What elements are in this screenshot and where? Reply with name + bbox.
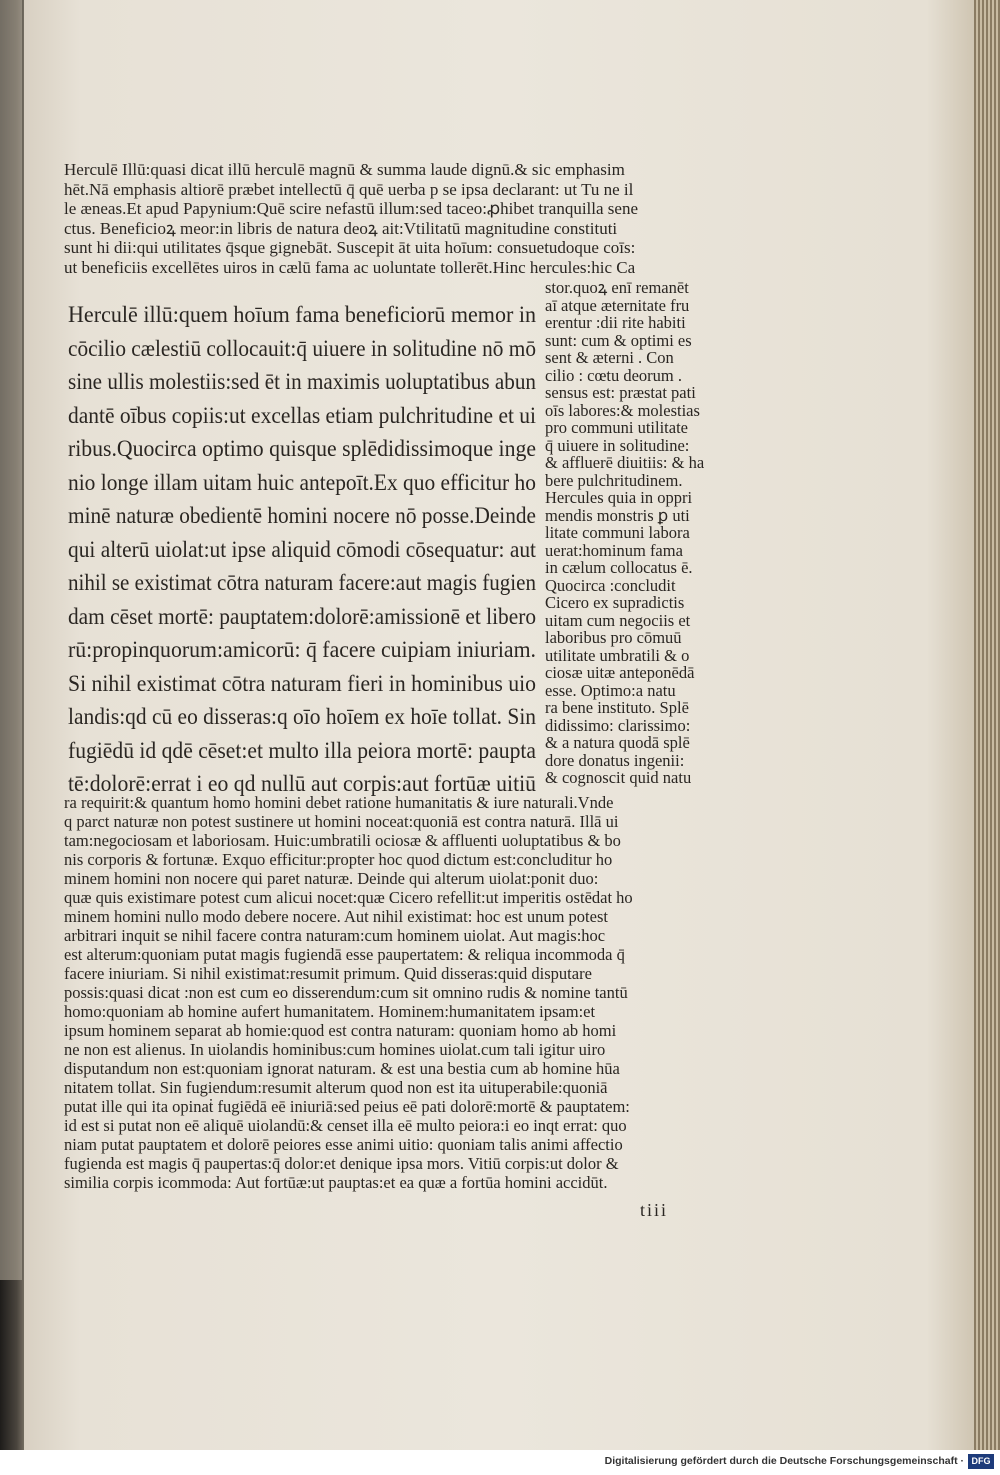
text-line-content: sent & æterni . Con	[545, 348, 674, 367]
text-line	[545, 437, 737, 455]
text-line-content: Hercules quia in oppri	[545, 488, 693, 507]
text-line	[68, 332, 536, 366]
text-line	[64, 238, 734, 258]
text-line	[68, 399, 536, 433]
text-line	[64, 1097, 734, 1116]
text-line-content: minem homini nullo modo debere nocere. Aut nihil existimat: hoc est unum potest	[64, 907, 608, 926]
text-line-content: bere pulchritudinem.	[545, 470, 683, 490]
text-line-content: dore donatus ingenii:	[545, 750, 685, 770]
text-line	[545, 577, 737, 595]
text-line	[68, 600, 536, 634]
text-line	[64, 1173, 734, 1192]
text-line-content: cilio : cœtu deorum .	[545, 365, 683, 385]
text-line	[545, 734, 737, 752]
text-line	[64, 812, 734, 831]
text-line	[64, 1154, 734, 1173]
text-line	[68, 298, 536, 332]
text-line-content: quæ quis existimare potest cum alicui nocet:quæ Cicero refellit:ut imperitis ostēdat ho	[64, 888, 633, 907]
text-line	[64, 1135, 734, 1154]
text-line-content: sunt hi dii:qui utilitates q̄sque gignebāt. Suscepit āt uita hoīum: consuetudoque coīs:	[64, 238, 636, 258]
text-line-content: possis:quasi dicat :non est cum eo disserendum:cum sit omnino rudis & nomine tantū	[64, 983, 628, 1002]
text-line-content: ipsum hominem separat ab homie:quod est contra naturam: quoniam homo ab homi	[64, 1021, 617, 1040]
text-line	[64, 1116, 734, 1135]
text-line	[545, 472, 737, 490]
text-line	[64, 219, 734, 239]
text-line	[545, 402, 737, 420]
text-line	[68, 533, 536, 567]
text-line-content: stor.quoꝝ enī remanēt	[545, 278, 689, 297]
text-line	[64, 1021, 734, 1040]
text-line-content: landis:qd cū eo disseras:q oīo hoīem ex hoīe tollat. Sin	[68, 704, 537, 729]
text-line-content: & affluerē diuitiis: & ha	[545, 453, 705, 472]
text-line-content: Quocirca :concludit	[545, 575, 676, 595]
commentary-bottom	[64, 793, 734, 1192]
text-line-content: ut beneficiis excellētes uiros in cælū fama ac uoluntate tollerēt.Hinc hercules:hic Ca	[64, 257, 636, 277]
text-line	[545, 419, 737, 437]
text-line	[545, 612, 737, 630]
text-line	[64, 888, 734, 907]
text-line	[545, 384, 737, 402]
text-line-content: fugiēdū id qdē cēset:et multo illa peiora mortē: paupta	[68, 737, 536, 763]
text-line	[64, 945, 734, 964]
text-line	[68, 365, 536, 399]
text-line	[545, 699, 737, 717]
text-line	[545, 279, 737, 297]
text-line-content: similia corpis icommoda: Aut fortūæ:ut pauptas:et ea quæ a fortūa homini accidūt.	[64, 1173, 608, 1192]
text-line	[545, 332, 737, 350]
text-line-content: & a natura quodā splē	[545, 733, 690, 752]
text-line	[64, 850, 734, 869]
text-line-content: nitatem tollat. Sin fugiendum:resumit alterum quod non est ita uituperabile:quoniā	[64, 1078, 608, 1097]
text-line-content: pro communi utilitate	[545, 418, 688, 437]
text-line-content: didissimo: clarissimo:	[545, 715, 691, 735]
text-line-content: disputandum non est:quoniam ignorat naturam. & est una bestia cum ab homine hūa	[64, 1059, 620, 1078]
text-line-content: ctus. Beneficioꝝ meor:in libris de natura deoꝝ ait:Vtilitatū magnitudine constituti	[64, 218, 618, 238]
text-line-content: tam:negociosam et laboriosam. Huic:umbratili ociosæ & affluenti uoluptatibus & bo	[64, 831, 621, 850]
text-line	[545, 489, 737, 507]
page-edges	[974, 0, 1000, 1450]
text-line-content: rū:propinquorum:amicorū: q̄ facere cuipiam iniuriam.	[68, 637, 536, 662]
text-line	[545, 454, 737, 472]
text-line	[64, 869, 734, 888]
text-line-content: ra bene instituto. Splē	[545, 698, 689, 717]
text-line	[545, 542, 737, 560]
text-line	[545, 717, 737, 735]
text-line	[545, 769, 737, 787]
text-line-content: sunt: cum & optimi es	[545, 330, 692, 350]
text-line	[68, 499, 536, 533]
text-line-content: Herculē Illū:quasi dicat illū herculē magnū & summa laude dignū.& sic emphasim	[64, 160, 625, 179]
text-line	[545, 629, 737, 647]
text-line	[545, 297, 737, 315]
text-line-content: fugienda est magis q̄ paupertas:q̄ dolor:et denique ipsa mors. Vitiū corpis:ut dolor &	[64, 1154, 619, 1173]
text-line	[68, 466, 536, 500]
text-line-content: ra requirit:& quantum homo homini debet ratione humanitatis & iure naturali.Vnde	[64, 793, 614, 812]
text-line-content: est alterum:quoniam putat magis fugiendā esse paupertatem: & reliqua incommoda q̄	[64, 945, 625, 964]
text-line-content: qui alterū uiolat:ut ipse aliquid cōmodi cōsequatur: aut	[68, 536, 537, 562]
text-line-content: tē:dolorē:errat i eo qd nullū aut corpis:aut fortūæ uitiū	[68, 771, 537, 796]
text-line	[545, 682, 737, 700]
text-line	[64, 1040, 734, 1059]
text-line-content: minē naturæ obedientē homini nocere nō posse.Deinde	[68, 503, 536, 528]
text-line-content: dam cēset mortē: pauptatem:dolorē:amissionē et libero	[68, 603, 537, 629]
text-line-content: litate communi labora	[545, 523, 690, 542]
text-line	[545, 647, 737, 665]
text-line-content: sine ullis molestiis:sed ēt in maximis uoluptatibus abun	[68, 369, 536, 394]
commentary-top	[64, 160, 734, 278]
text-line-content: Si nihil existimat cōtra naturam fieri in hominibus uio	[68, 670, 536, 696]
text-line-content: sensus est: præstat pati	[545, 383, 696, 402]
dfg-logo: DFG	[968, 1454, 994, 1469]
text-line	[545, 349, 737, 367]
text-line	[68, 633, 536, 667]
text-line-content: oīs labores:& molestias	[545, 400, 700, 420]
text-line-content: utilitate umbratili & o	[545, 645, 690, 665]
footer-credit: Digitalisierung gefördert durch die Deutsche Forschungsgemeinschaft ·	[604, 1455, 964, 1467]
side-commentary	[545, 279, 737, 787]
text-line	[64, 180, 734, 200]
text-line	[545, 314, 737, 332]
text-line	[64, 793, 734, 812]
folio-signature: tiii	[640, 1200, 669, 1220]
text-line	[64, 1078, 734, 1097]
text-line	[64, 160, 734, 180]
text-line-content: hēt.Nā emphasis altiorē præbet intellectū q̄ quē uerba p se ipsa declarant: ut Tu ne il	[64, 179, 634, 199]
text-line	[545, 594, 737, 612]
text-line	[68, 667, 536, 701]
text-line-content: Herculē illū:quem hoīum fama beneficiorū memor in	[68, 302, 536, 327]
text-line	[545, 524, 737, 542]
text-line-content: ne non est alienus. In uiolandis hominibus:cum homines uiolat.cum tali igitur uiro	[64, 1040, 606, 1059]
text-line	[68, 566, 536, 600]
text-line-content: arbitrari inquit se nihil facere contra naturam:cum hominem uiolat. Aut magis:hoc	[64, 926, 606, 945]
text-line-content: facere iniuriam. Si nihil existimat:resumit primum. Quid disseras:quid disputare	[64, 964, 592, 983]
text-line-content: homo:quoniam ab homine aufert humanitatem. Hominem:humanitatem ipsam:et	[64, 1002, 596, 1021]
text-line-content: nihil se existimat cōtra naturam facere:aut magis fugien	[68, 570, 536, 595]
text-line-content: aī atque æternitate fru	[545, 295, 690, 315]
text-line-content: id est si putat non eē aliquē uiolandū:& censet illa eē multo peiora:i eo inqt errat: quo	[64, 1116, 627, 1135]
text-line	[68, 700, 536, 734]
text-line-content: le æneas.Et apud Papynium:Quē scire nefastū illum:sed taceo:ꝓhibet tranquilla sene	[64, 199, 639, 219]
facing-page-edge	[0, 0, 22, 1280]
text-line	[64, 926, 734, 945]
text-line-content: in cælum collocatus ē.	[545, 558, 693, 577]
text-line	[545, 664, 737, 682]
text-line-content: putat ille qui ita opinaṫ fugiēdā eē iniuriā:sed peius eē pati dolorē:mortē & pauptatem:	[64, 1097, 630, 1116]
main-text	[68, 298, 536, 801]
text-line	[64, 258, 734, 278]
text-line-content: laboribus pro cōmuū	[545, 628, 682, 647]
text-line	[64, 983, 734, 1002]
text-line-content: Cicero ex supradictis	[545, 593, 685, 612]
text-line	[64, 1002, 734, 1021]
text-line-content: cōcilio cælestiū collocauit:q̄ uiuere in solitudine nō mō	[68, 335, 536, 361]
text-line-content: minem homini non nocere qui paret naturæ. Deinde qui alterum uiolat:ponit duo:	[64, 869, 599, 888]
text-line	[64, 199, 734, 219]
text-line	[64, 964, 734, 983]
text-line	[64, 831, 734, 850]
text-line	[545, 367, 737, 385]
text-line-content: nis corporis & fortunæ. Exquo efficitur:propter hoc quod dictum est:concluditur ho	[64, 850, 613, 869]
text-line	[64, 907, 734, 926]
text-line-content: ribus.Quocirca optimo quisque splēdidissimoque inge	[68, 436, 536, 461]
text-line-content: erentur :dii rite habiti	[545, 313, 686, 332]
text-line-content: q̄ uiuere in solitudine:	[545, 435, 690, 455]
digitization-footer	[0, 1450, 1000, 1475]
text-line	[68, 432, 536, 466]
text-line	[545, 559, 737, 577]
text-line-content: & cognoscit quid natu	[545, 768, 692, 787]
text-line	[545, 752, 737, 770]
text-line-content: q parct naturæ non potest sustinere ut homini noceat:quoniā est contra naturā. Illā ui	[64, 812, 619, 831]
text-line-content: ciosæ uitæ anteponēdā	[545, 663, 695, 682]
text-line	[68, 734, 536, 768]
text-line-content: uitam cum negociis et	[545, 610, 691, 630]
text-line-content: uerat:hominum fama	[545, 540, 683, 560]
text-line-content: esse. Optimo:a natu	[545, 680, 676, 700]
text-line-content: nio longe illam uitam huic antepoīt.Ex quo efficitur ho	[68, 469, 536, 495]
text-line	[545, 507, 737, 525]
text-line-content: niam putat pauptatem et dolorē peiores esse animi uitio: quoniam talis animi affectio	[64, 1135, 623, 1154]
text-line-content: mendis monstris ꝑ uti	[545, 505, 690, 525]
text-line-content: dantē oībus copiis:ut excellas etiam pulchritudine et ui	[68, 402, 537, 428]
text-line	[64, 1059, 734, 1078]
